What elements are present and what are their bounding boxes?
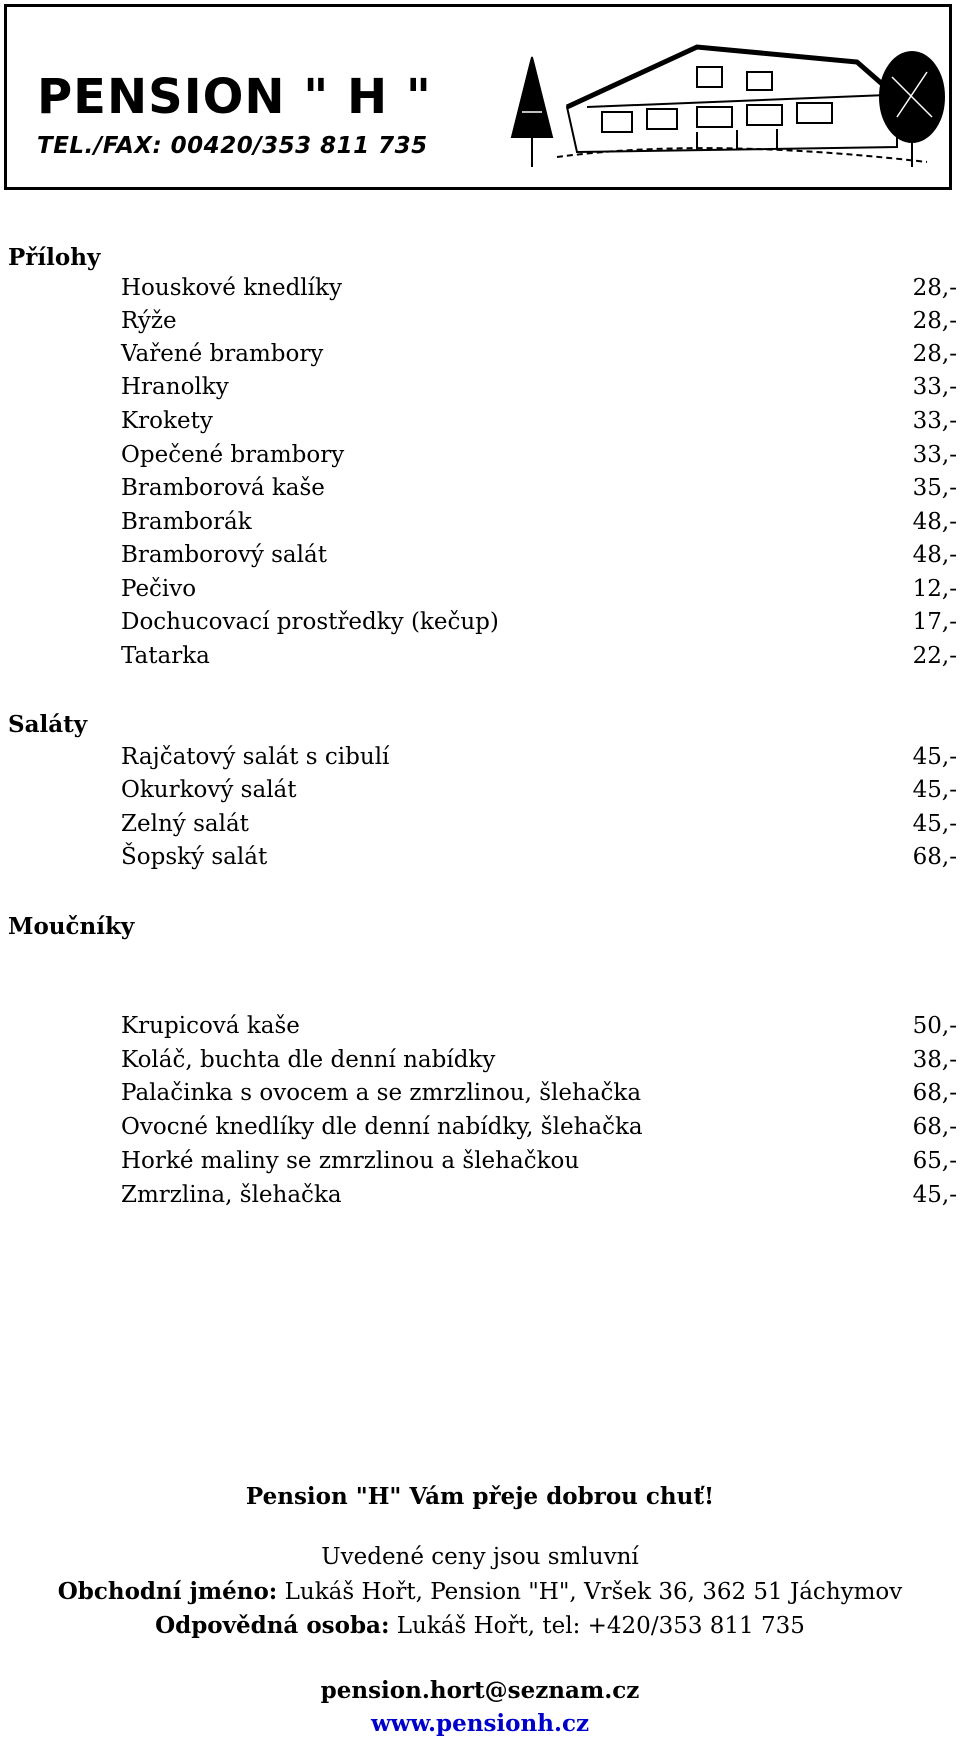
item-price: 65,- [912, 1148, 957, 1174]
item-price: 22,- [912, 643, 957, 669]
business-name-value: Lukáš Hořt, Pension "H", Vršek 36, 362 51 Jáchymov [277, 1579, 903, 1605]
item-name: Krokety [121, 408, 213, 434]
item-price: 45,- [912, 1182, 957, 1208]
menu-row [121, 477, 957, 507]
item-name: Rajčatový salát s cibulí [121, 744, 390, 770]
menu-row [121, 444, 957, 474]
menu-row [121, 511, 957, 541]
item-name: Hranolky [121, 374, 229, 400]
menu-row [121, 1150, 957, 1180]
item-price: 17,- [912, 609, 957, 635]
menu-row [121, 746, 957, 776]
item-price: 12,- [912, 576, 957, 602]
item-price: 45,- [912, 744, 957, 770]
building-icon [557, 47, 927, 162]
item-price: 28,- [912, 341, 957, 367]
item-name: Rýže [121, 308, 177, 334]
menu-row [121, 645, 957, 675]
tree-left-icon [512, 52, 552, 167]
item-name: Houskové knedlíky [121, 275, 342, 301]
item-name: Ovocné knedlíky dle denní nabídky, šlehačka [121, 1114, 643, 1140]
section-title-moucniky: Moučníky [8, 913, 135, 940]
item-price: 38,- [912, 1047, 957, 1073]
header-logo-box [4, 4, 952, 190]
item-name: Šopský salát [121, 844, 268, 870]
item-name: Palačinka s ovocem a se zmrzlinou, šlehačka [121, 1080, 642, 1106]
menu-row [121, 410, 957, 440]
menu-row [121, 277, 957, 307]
footer-website-link[interactable]: www.pensionh.cz [370, 1710, 590, 1737]
menu-row [121, 611, 957, 641]
item-price: 48,- [912, 509, 957, 535]
item-price: 48,- [912, 542, 957, 568]
logo-tel: TEL./FAX: 00420/353 811 735 [37, 133, 428, 159]
item-price: 45,- [912, 811, 957, 837]
item-price: 45,- [912, 777, 957, 803]
tree-right-icon [880, 52, 944, 167]
item-name: Bramborák [121, 509, 252, 535]
item-price: 33,- [912, 408, 957, 434]
item-price: 33,- [912, 442, 957, 468]
menu-row [121, 813, 957, 843]
menu-row [121, 779, 957, 809]
section-title-salaty: Saláty [8, 711, 88, 738]
logo-name: PENSION " H " [37, 69, 432, 125]
pension-building-illustration [507, 17, 947, 182]
item-price: 28,- [912, 275, 957, 301]
menu-row [121, 376, 957, 406]
menu-row [121, 1082, 957, 1112]
responsible-value: Lukáš Hořt, tel: +420/353 811 735 [389, 1613, 805, 1639]
item-price: 68,- [912, 1114, 957, 1140]
item-name: Tatarka [121, 643, 210, 669]
item-name: Bramborová kaše [121, 475, 325, 501]
footer-business-name [0, 1580, 960, 1604]
business-name-label: Obchodní jméno: [57, 1578, 278, 1605]
item-price: 68,- [912, 1080, 957, 1106]
menu-row [121, 343, 957, 373]
menu-row [121, 1015, 957, 1045]
item-price: 33,- [912, 374, 957, 400]
responsible-label: Odpovědná osoba: [155, 1612, 390, 1639]
item-name: Zelný salát [121, 811, 249, 837]
item-name: Krupicová kaše [121, 1013, 300, 1039]
item-name: Zmrzlina, šlehačka [121, 1182, 342, 1208]
menu-row [121, 1049, 957, 1079]
item-name: Okurkový salát [121, 777, 297, 803]
item-price: 35,- [912, 475, 957, 501]
menu-row [121, 544, 957, 574]
menu-row [121, 846, 957, 876]
menu-row [121, 310, 957, 340]
item-name: Horké maliny se zmrzlinou a šlehačkou [121, 1148, 580, 1174]
item-name: Dochucovací prostředky (kečup) [121, 609, 499, 635]
footer-email[interactable]: pension.hort@seznam.cz [320, 1677, 640, 1704]
footer-responsible-person [0, 1614, 960, 1638]
item-name: Opečené brambory [121, 442, 345, 468]
item-name: Koláč, buchta dle denní nabídky [121, 1047, 496, 1073]
item-price: 50,- [912, 1013, 957, 1039]
menu-row [121, 1184, 957, 1214]
menu-row [121, 1116, 957, 1146]
footer-prices-note: Uvedené ceny jsou smluvní [321, 1544, 639, 1570]
item-price: 28,- [912, 308, 957, 334]
item-name: Vařené brambory [121, 341, 324, 367]
item-name: Pečivo [121, 576, 197, 602]
item-name: Bramborový salát [121, 542, 327, 568]
section-title-prilohy: Přílohy [8, 244, 101, 271]
menu-row [121, 578, 957, 608]
item-price: 68,- [912, 844, 957, 870]
footer-greeting: Pension "H" Vám přeje dobrou chuť! [245, 1483, 715, 1510]
